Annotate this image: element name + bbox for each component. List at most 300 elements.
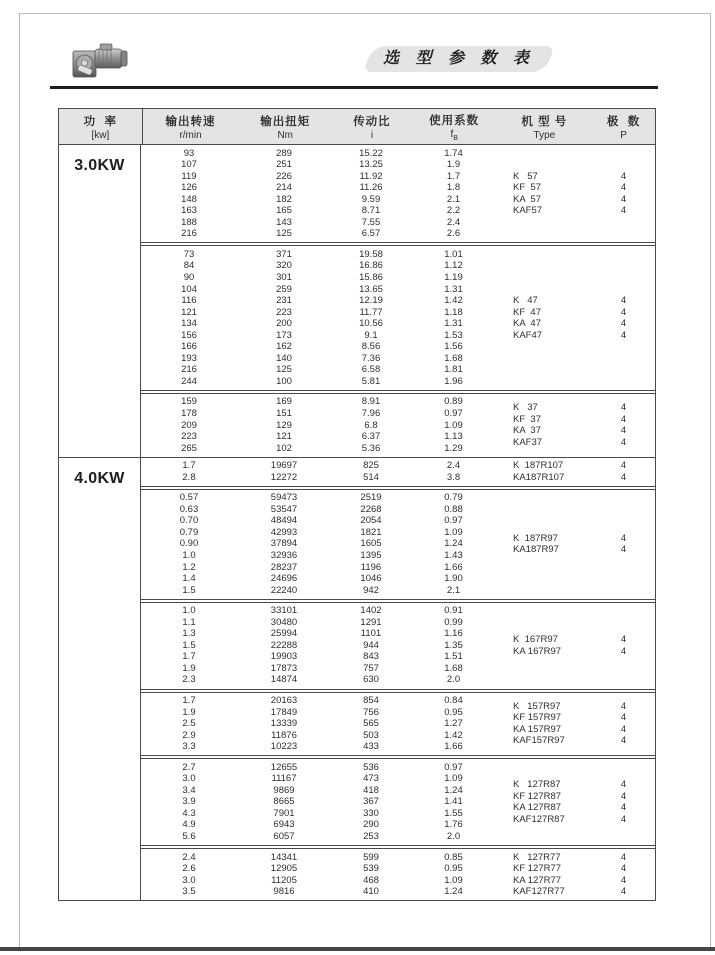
table-row xyxy=(141,284,496,296)
cell-output-torque: 102 xyxy=(276,442,292,454)
cell-service-factor: 1.74 xyxy=(444,147,463,159)
cell-poles: 4 xyxy=(620,544,627,556)
cell-service-factor: 1.66 xyxy=(444,561,463,573)
col-header-output-torque: 输出扭矩 Nm xyxy=(260,115,311,141)
cell-ratio: 825 xyxy=(363,460,379,472)
cell-ratio: 6.8 xyxy=(364,419,378,431)
table-row xyxy=(141,376,496,388)
cell-output-torque: 13339 xyxy=(270,718,298,730)
cell-output-speed: 2.5 xyxy=(182,718,196,730)
cell-poles: 4 xyxy=(620,700,627,712)
data-group xyxy=(141,693,655,756)
power-section xyxy=(59,145,655,457)
cell-ratio: 12.19 xyxy=(359,295,383,307)
cell-type: KA187R107 xyxy=(513,471,565,483)
cell-output-torque: 48494 xyxy=(270,515,298,527)
cell-service-factor: 1.56 xyxy=(444,341,463,353)
data-rows xyxy=(141,492,496,596)
table-header xyxy=(59,109,655,145)
table-row xyxy=(141,831,496,843)
cell-output-torque: 162 xyxy=(276,341,292,353)
table-row xyxy=(141,318,496,330)
cell-service-factor: 1.27 xyxy=(444,718,463,730)
cell-ratio: 942 xyxy=(363,584,379,596)
type-row xyxy=(496,295,655,307)
cell-service-factor: 1.90 xyxy=(444,573,463,585)
table-row xyxy=(141,538,496,550)
cell-output-speed: 1.0 xyxy=(182,550,196,561)
table-row xyxy=(141,472,496,484)
cell-type: KF 37 xyxy=(513,413,541,425)
cell-output-speed: 90 xyxy=(183,271,195,283)
cell-output-torque: 173 xyxy=(276,329,292,341)
cell-ratio: 9.1 xyxy=(364,329,378,341)
cell-service-factor: 1.42 xyxy=(444,729,463,741)
cell-ratio: 1605 xyxy=(360,538,382,550)
cell-ratio: 539 xyxy=(363,863,379,875)
cell-poles: 4 xyxy=(620,779,627,791)
cell-service-factor: 1.68 xyxy=(444,662,463,674)
type-list xyxy=(496,852,655,898)
cell-type: K 37 xyxy=(513,402,538,414)
cell-output-torque: 19697 xyxy=(270,460,298,472)
cell-output-speed: 244 xyxy=(181,375,197,387)
cell-poles: 4 xyxy=(620,460,627,472)
type-row xyxy=(496,472,655,484)
cell-ratio: 565 xyxy=(363,718,379,730)
cell-poles: 4 xyxy=(620,295,627,307)
cell-output-torque: 53547 xyxy=(270,503,298,515)
cell-type: K 187R107 xyxy=(513,460,564,472)
cell-type: KA 157R97 xyxy=(513,723,562,735)
type-row xyxy=(496,791,655,803)
cell-output-speed: 0.57 xyxy=(179,492,199,504)
col-header-ratio: 传动比 i xyxy=(353,115,391,141)
cell-service-factor: 1.16 xyxy=(444,628,463,640)
cell-output-speed: 84 xyxy=(183,260,195,272)
table-row xyxy=(141,651,496,663)
cell-poles: 4 xyxy=(620,802,627,814)
table-row xyxy=(141,159,496,171)
cell-service-factor: 2.1 xyxy=(446,584,461,596)
cell-output-torque: 12905 xyxy=(270,863,298,875)
cell-ratio: 473 xyxy=(363,773,379,785)
cell-output-torque: 22240 xyxy=(270,584,298,596)
cell-output-speed: 148 xyxy=(181,193,197,205)
cell-type: KF 127R77 xyxy=(513,863,562,875)
cell-service-factor: 0.88 xyxy=(444,503,463,515)
cell-service-factor: 1.01 xyxy=(444,248,463,260)
table-row xyxy=(141,796,496,808)
cell-output-speed: 265 xyxy=(181,442,197,454)
table-row xyxy=(141,628,496,640)
cell-type: KA 37 xyxy=(513,425,541,437)
cell-ratio: 13.65 xyxy=(359,283,383,295)
type-row xyxy=(496,863,655,875)
cell-service-factor: 1.29 xyxy=(444,442,463,454)
type-row xyxy=(496,544,655,556)
table-row xyxy=(141,504,496,516)
cell-output-speed: 178 xyxy=(181,407,197,419)
type-row xyxy=(496,802,655,814)
cell-service-factor: 0.79 xyxy=(444,492,463,504)
page-bottom-rule xyxy=(0,947,715,951)
cell-poles: 4 xyxy=(620,723,627,735)
cell-poles: 4 xyxy=(620,851,627,863)
table-row xyxy=(141,605,496,617)
table-row xyxy=(141,730,496,742)
power-label: 3.0KW xyxy=(59,145,141,457)
data-group xyxy=(141,490,655,599)
cell-ratio: 854 xyxy=(363,695,379,707)
type-list xyxy=(496,249,655,388)
table-row xyxy=(141,249,496,261)
col-header-poles: 极 数 P xyxy=(606,115,641,141)
cell-poles: 4 xyxy=(620,170,627,182)
cell-type: KA 127R87 xyxy=(513,802,562,814)
cell-output-torque: 7901 xyxy=(273,807,295,819)
table-row xyxy=(141,785,496,797)
cell-output-torque: 182 xyxy=(276,193,292,205)
cell-type: KA 47 xyxy=(513,318,541,330)
cell-output-speed: 116 xyxy=(181,295,197,307)
cell-service-factor: 1.09 xyxy=(444,419,463,431)
cell-poles: 4 xyxy=(620,436,627,448)
cell-output-speed: 223 xyxy=(181,431,197,443)
cell-service-factor: 1.9 xyxy=(446,159,461,171)
cell-ratio: 756 xyxy=(363,706,379,718)
table-row xyxy=(141,260,496,272)
type-row xyxy=(496,735,655,747)
cell-ratio: 7.36 xyxy=(361,352,381,364)
cell-output-torque: 11167 xyxy=(271,773,297,785)
data-group xyxy=(141,145,655,242)
cell-output-torque: 19903 xyxy=(270,651,298,663)
table-row xyxy=(141,886,496,898)
cell-ratio: 2268 xyxy=(360,503,382,515)
cell-output-torque: 200 xyxy=(276,318,292,330)
cell-ratio: 599 xyxy=(363,851,379,863)
cell-ratio: 11.77 xyxy=(359,306,383,318)
cell-type: K 57 xyxy=(513,170,538,182)
cell-service-factor: 0.84 xyxy=(444,695,463,707)
cell-poles: 4 xyxy=(620,306,627,318)
cell-ratio: 5.81 xyxy=(361,375,381,387)
cell-ratio: 15.86 xyxy=(359,271,383,283)
cell-output-speed: 0.90 xyxy=(179,538,199,550)
cell-output-torque: 9869 xyxy=(273,784,295,796)
cell-service-factor: 1.24 xyxy=(444,886,463,898)
type-list xyxy=(496,605,655,686)
cell-ratio: 944 xyxy=(363,639,379,651)
cell-ratio: 1046 xyxy=(360,573,382,585)
cell-service-factor: 0.97 xyxy=(444,407,463,419)
cell-output-speed: 107 xyxy=(181,159,197,171)
ratio-groups xyxy=(141,458,655,901)
cell-service-factor: 1.7 xyxy=(446,170,461,182)
cell-poles: 4 xyxy=(620,471,627,483)
cell-service-factor: 2.6 xyxy=(446,228,461,240)
cell-output-speed: 156 xyxy=(181,329,197,341)
type-list xyxy=(496,492,655,596)
type-row xyxy=(496,779,655,791)
cell-output-torque: 20163 xyxy=(270,695,298,707)
table-row xyxy=(141,396,496,408)
cell-poles: 4 xyxy=(620,205,627,217)
cell-poles: 4 xyxy=(620,532,627,544)
cell-output-speed: 4.3 xyxy=(182,807,196,819)
table-row xyxy=(141,205,496,217)
cell-output-torque: 17849 xyxy=(270,706,298,718)
cell-output-speed: 188 xyxy=(181,216,197,228)
cell-service-factor: 1.31 xyxy=(444,318,463,330)
cell-output-torque: 59473 xyxy=(270,492,298,504)
cell-output-speed: 1.3 xyxy=(182,628,196,640)
table-row xyxy=(141,852,496,864)
type-list xyxy=(496,695,655,753)
data-rows xyxy=(141,852,496,898)
cell-type: KF 47 xyxy=(513,306,541,318)
cell-output-speed: 2.3 xyxy=(182,674,196,686)
cell-ratio: 1402 xyxy=(360,605,382,617)
cell-service-factor: 1.09 xyxy=(444,773,463,785)
cell-service-factor: 1.13 xyxy=(444,431,463,443)
table-row xyxy=(141,515,496,527)
cell-service-factor: 0.91 xyxy=(444,605,463,617)
cell-type: K 127R87 xyxy=(513,779,561,791)
cell-output-torque: 10223 xyxy=(270,741,298,753)
cell-ratio: 2519 xyxy=(360,492,382,504)
cell-ratio: 253 xyxy=(363,831,379,843)
cell-output-torque: 12272 xyxy=(270,471,298,483)
cell-type: KAF57 xyxy=(513,205,543,217)
data-rows xyxy=(141,695,496,753)
cell-poles: 4 xyxy=(620,193,627,205)
cell-service-factor: 1.24 xyxy=(444,538,463,550)
cell-type: KA 127R77 xyxy=(513,874,562,886)
cell-service-factor: 1.35 xyxy=(444,639,463,651)
data-rows xyxy=(141,762,496,843)
type-row xyxy=(496,634,655,646)
cell-service-factor: 1.51 xyxy=(444,651,463,663)
table-row xyxy=(141,420,496,432)
data-group xyxy=(141,603,655,689)
cell-output-speed: 1.2 xyxy=(182,561,196,573)
cell-output-speed: 193 xyxy=(181,352,197,364)
table-row xyxy=(141,573,496,585)
cell-service-factor: 1.96 xyxy=(444,375,463,387)
cell-ratio: 1196 xyxy=(360,561,382,573)
page-title: 选 型 参 数 表 xyxy=(383,50,535,67)
cell-type: KAF157R97 xyxy=(513,735,565,747)
table-row xyxy=(141,762,496,774)
cell-service-factor: 1.42 xyxy=(444,295,463,307)
data-group xyxy=(141,394,655,457)
cell-output-speed: 166 xyxy=(181,341,197,353)
type-row xyxy=(496,318,655,330)
type-row xyxy=(496,712,655,724)
cell-output-torque: 8665 xyxy=(273,796,295,808)
cell-ratio: 9.59 xyxy=(361,193,381,205)
cell-output-torque: 11876 xyxy=(271,729,297,741)
cell-ratio: 16.86 xyxy=(359,260,383,272)
cell-output-speed: 159 xyxy=(181,396,197,408)
table-row xyxy=(141,443,496,455)
cell-service-factor: 1.09 xyxy=(444,874,463,886)
cell-service-factor: 1.12 xyxy=(444,260,463,272)
type-row xyxy=(496,646,655,658)
cell-service-factor: 1.76 xyxy=(444,819,463,831)
cell-service-factor: 1.41 xyxy=(444,796,463,808)
cell-output-torque: 42993 xyxy=(270,526,298,538)
cell-service-factor: 0.99 xyxy=(444,616,463,628)
cell-output-speed: 0.63 xyxy=(179,503,199,515)
type-list xyxy=(496,460,655,483)
cell-output-torque: 320 xyxy=(276,260,292,272)
cell-service-factor: 2.4 xyxy=(446,460,461,472)
cell-output-torque: 6943 xyxy=(273,819,295,831)
data-rows xyxy=(141,460,496,483)
cell-poles: 4 xyxy=(620,425,627,437)
cell-output-torque: 25994 xyxy=(270,628,298,640)
selection-parameter-table xyxy=(58,108,656,901)
table-row xyxy=(141,819,496,831)
cell-output-speed: 1.5 xyxy=(182,639,196,651)
cell-poles: 4 xyxy=(620,790,627,802)
cell-output-speed: 163 xyxy=(181,205,197,217)
cell-service-factor: 0.85 xyxy=(444,851,463,863)
header-rule xyxy=(50,86,658,89)
cell-output-torque: 9816 xyxy=(273,886,295,898)
type-list xyxy=(496,148,655,240)
ratio-groups xyxy=(141,145,655,457)
cell-output-torque: 33101 xyxy=(270,605,298,617)
cell-service-factor: 0.97 xyxy=(444,761,463,773)
cell-output-speed: 126 xyxy=(181,182,197,194)
data-rows xyxy=(141,249,496,388)
cell-output-torque: 100 xyxy=(276,375,292,387)
table-row xyxy=(141,585,496,597)
type-row xyxy=(496,171,655,183)
cell-ratio: 8.91 xyxy=(361,396,381,408)
type-row xyxy=(496,205,655,217)
cell-ratio: 1395 xyxy=(360,550,382,561)
table-row xyxy=(141,663,496,675)
type-row xyxy=(496,437,655,449)
cell-output-speed: 3.4 xyxy=(182,784,196,796)
cell-service-factor: 3.8 xyxy=(446,471,461,483)
cell-output-speed: 2.4 xyxy=(182,851,196,863)
cell-ratio: 630 xyxy=(363,674,379,686)
table-row xyxy=(141,194,496,206)
cell-service-factor: 1.66 xyxy=(444,741,463,753)
data-group xyxy=(141,246,655,390)
cell-output-torque: 12655 xyxy=(270,761,298,773)
cell-output-torque: 226 xyxy=(276,170,292,182)
cell-service-factor: 1.43 xyxy=(444,550,463,561)
data-rows xyxy=(141,396,496,454)
cell-output-torque: 125 xyxy=(276,364,292,376)
cell-ratio: 6.57 xyxy=(361,228,381,240)
table-row xyxy=(141,695,496,707)
cell-type: K 187R97 xyxy=(513,532,558,544)
cell-service-factor: 2.0 xyxy=(446,831,461,843)
cell-service-factor: 1.68 xyxy=(444,352,463,364)
table-row xyxy=(141,171,496,183)
cell-type: KAF127R87 xyxy=(513,813,565,825)
table-row xyxy=(141,718,496,730)
cell-service-factor: 2.1 xyxy=(446,193,461,205)
data-group xyxy=(141,849,655,900)
table-row xyxy=(141,228,496,240)
cell-output-torque: 28237 xyxy=(270,561,298,573)
cell-ratio: 503 xyxy=(363,729,379,741)
page-title-banner xyxy=(363,46,556,72)
table-row xyxy=(141,741,496,753)
table-row xyxy=(141,808,496,820)
cell-ratio: 536 xyxy=(363,761,379,773)
power-section xyxy=(59,457,655,901)
cell-service-factor: 1.8 xyxy=(446,182,461,194)
cell-ratio: 2054 xyxy=(360,515,382,527)
table-row xyxy=(141,640,496,652)
cell-service-factor: 1.18 xyxy=(444,306,463,318)
cell-output-torque: 6057 xyxy=(273,831,295,843)
cell-poles: 4 xyxy=(620,886,627,898)
cell-output-speed: 119 xyxy=(181,170,197,182)
cell-service-factor: 2.0 xyxy=(446,674,461,686)
cell-service-factor: 1.53 xyxy=(444,329,463,341)
type-row xyxy=(496,330,655,342)
cell-poles: 4 xyxy=(620,182,627,194)
cell-ratio: 8.71 xyxy=(361,205,381,217)
table-row xyxy=(141,307,496,319)
cell-ratio: 11.92 xyxy=(359,170,383,182)
cell-output-speed: 3.9 xyxy=(182,796,196,808)
cell-output-torque: 22288 xyxy=(270,639,298,651)
cell-service-factor: 1.55 xyxy=(444,807,463,819)
table-row xyxy=(141,550,496,562)
cell-service-factor: 1.81 xyxy=(444,364,463,376)
power-label: 4.0KW xyxy=(59,458,141,901)
cell-poles: 4 xyxy=(620,329,627,341)
cell-service-factor: 2.4 xyxy=(446,216,461,228)
cell-output-torque: 32936 xyxy=(270,550,298,561)
type-row xyxy=(496,307,655,319)
cell-type: K 157R97 xyxy=(513,700,561,712)
cell-output-torque: 121 xyxy=(276,431,292,443)
type-row xyxy=(496,460,655,472)
table-body xyxy=(59,145,655,900)
cell-service-factor: 1.19 xyxy=(444,271,463,283)
cell-output-speed: 1.7 xyxy=(182,695,196,707)
type-list xyxy=(496,396,655,454)
type-row xyxy=(496,875,655,887)
table-row xyxy=(141,617,496,629)
cell-output-speed: 2.6 xyxy=(182,863,196,875)
cell-poles: 4 xyxy=(620,874,627,886)
data-group xyxy=(141,759,655,845)
cell-output-speed: 3.5 xyxy=(182,886,196,898)
col-header-type: 机 型 号 Type xyxy=(521,115,568,141)
cell-output-torque: 259 xyxy=(276,283,292,295)
cell-output-speed: 3.3 xyxy=(182,741,196,753)
cell-output-torque: 214 xyxy=(276,182,292,194)
cell-ratio: 1821 xyxy=(360,526,382,538)
cell-output-speed: 1.4 xyxy=(182,573,196,585)
cell-output-speed: 1.7 xyxy=(182,460,196,472)
cell-poles: 4 xyxy=(620,645,627,657)
